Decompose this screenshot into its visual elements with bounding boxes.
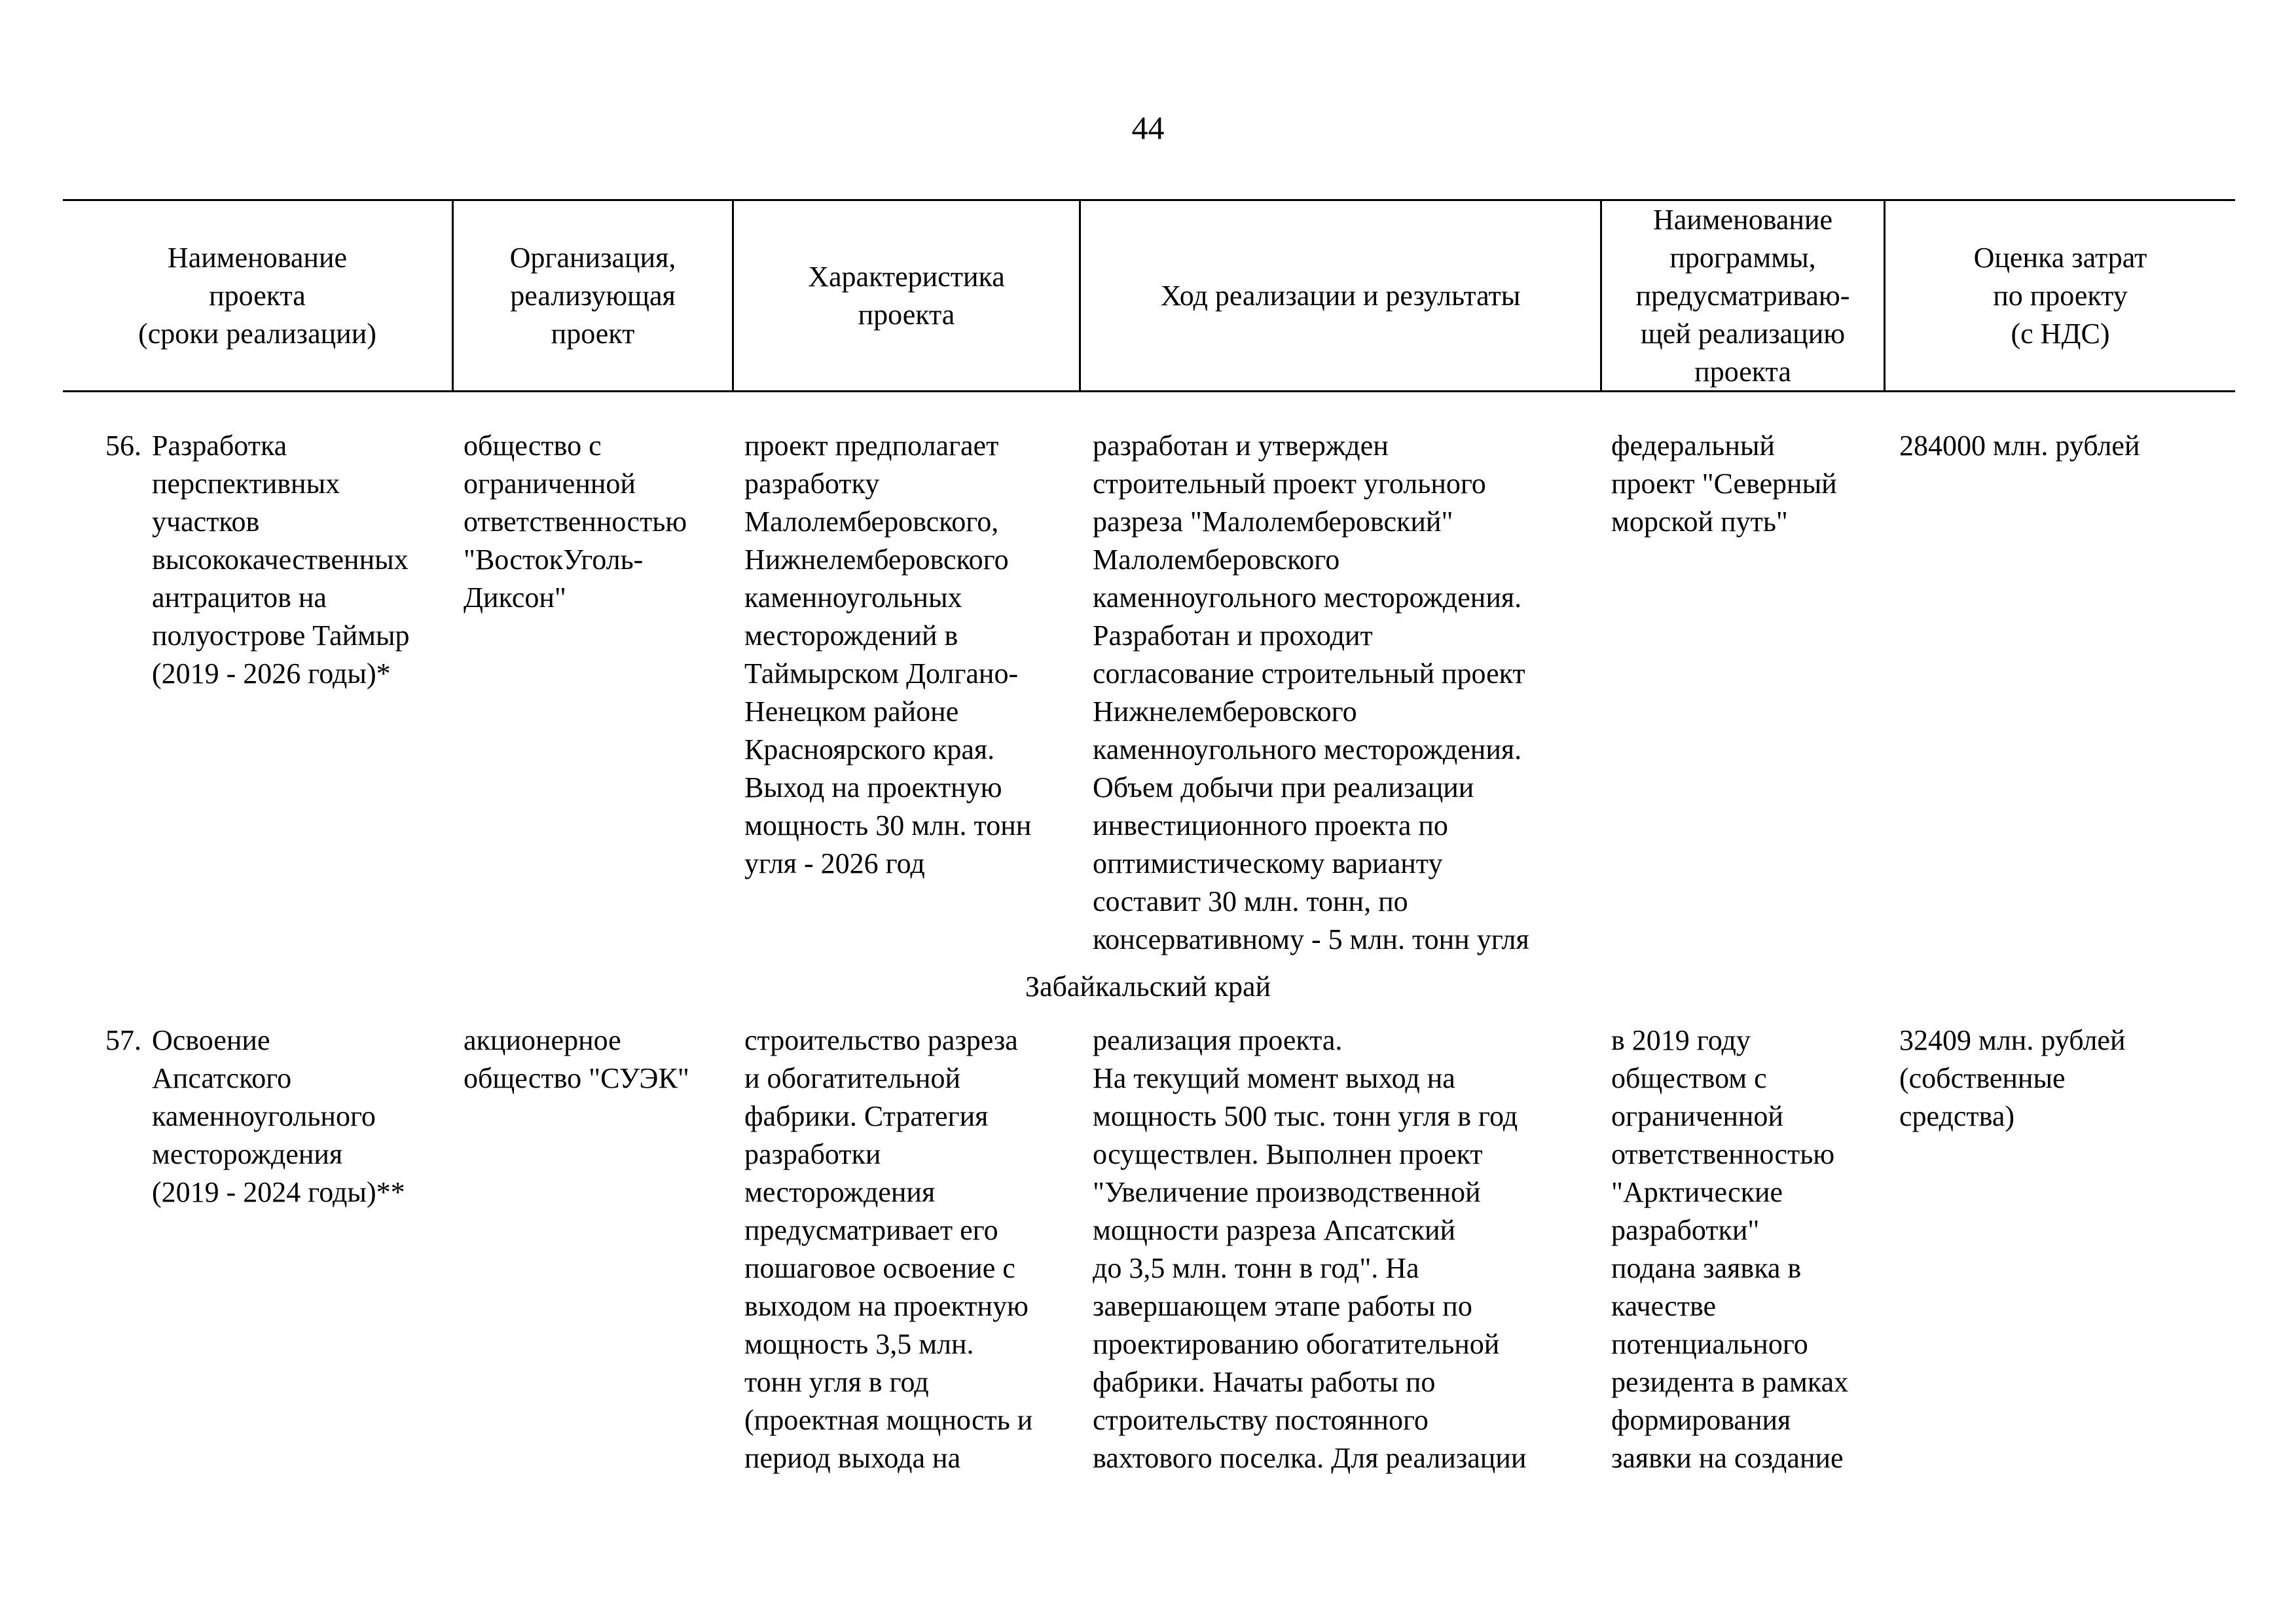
project-characteristic: проект предполагает разработку Малолемберовского, Нижнелемберовского каменноугольных месторождений в Таймырском Долгано- Ненецком районе Красноярского края. Выход на проектную мощность 30 млн. тонн угля - 2026 год — [744, 430, 1032, 879]
header-progress: Ход реализации и результаты — [1160, 279, 1521, 312]
project-program: федеральный проект "Северный морской путь" — [1611, 430, 1837, 538]
project-organization: акционерное общество "СУЭК" — [464, 1024, 689, 1094]
project-cost: 284000 млн. рублей — [1899, 430, 2140, 462]
project-progress: разработан и утвержден строительный проект угольного разреза "Малолемберовский" Малолемберовского каменноугольного месторождения. Разработан и проходит согласование строительный проект Нижнелемберовского каменноугольного месторождения. Объем добычи при реализации инвестиционного проекта по оптимистическому варианту составит 30 млн. тонн, по консервативному - 5 млн. тонн угля — [1093, 430, 1529, 955]
project-organization: общество с ограниченной ответственностью "ВостокУголь- Диксон" — [464, 430, 687, 614]
region-heading: Забайкальский край — [1025, 970, 1271, 1003]
row-number: 56. — [105, 430, 141, 462]
project-cost: 32409 млн. рублей (собственные средства) — [1899, 1024, 2126, 1132]
header-program: Наименование программы, предусматриваю- щей реализацию проекта — [1635, 203, 1850, 388]
project-name: Освоение Апсатского каменноугольного месторождения (2019 - 2024 годы)** — [152, 1024, 405, 1208]
project-characteristic: строительство разреза и обогатительной фабрики. Стратегия разработки месторождения предусматривает его пошаговое освоение с выходом на проектную мощность 3,5 млн. тонн угля в год (проектная мощность и период выхода на — [744, 1024, 1033, 1474]
header-characteristic: Характеристика проекта — [808, 260, 1005, 331]
header-organization: Организация, реализующая проект — [509, 241, 676, 350]
project-name: Разработка перспективных участков высококачественных антрацитов на полуострове Таймыр (2019 - 2026 годы)* — [152, 430, 410, 690]
header-cost: Оценка затрат по проекту (с НДС) — [1973, 241, 2147, 350]
table-header-bottom-rule — [63, 390, 2235, 392]
project-progress: реализация проекта. На текущий момент выход на мощность 500 тыс. тонн угля в год осуществлен. Выполнен проект "Увеличение производственной мощности разреза Апсатский до 3,5 млн. тонн в год". На завершающем этапе работы по проектированию обогатительной фабрики. Начаты работы по строительству постоянного вахтового поселка. Для реализации — [1093, 1024, 1527, 1474]
header-project-name: Наименование проекта (сроки реализации) — [138, 241, 376, 350]
page-number: 44 — [1131, 109, 1165, 146]
project-program: в 2019 году обществом с ограниченной ответственностью "Арктические разработки" подана заявка в качестве потенциального резидента в рамках формирования заявки на создание — [1611, 1024, 1849, 1474]
row-number: 57. — [105, 1024, 141, 1056]
